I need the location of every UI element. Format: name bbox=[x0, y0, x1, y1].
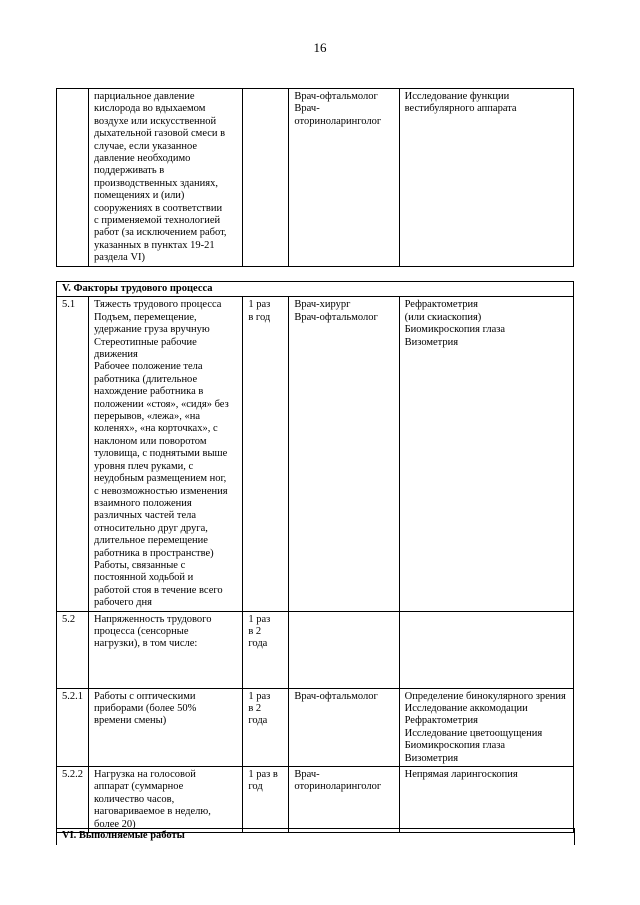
text-line: туловища, с поднятыми выше bbox=[94, 448, 228, 460]
text-line: Врач-офтальмолог bbox=[294, 311, 378, 323]
text-line: движения bbox=[94, 349, 138, 361]
text-line: Врач- bbox=[294, 103, 320, 115]
examination-cell bbox=[399, 611, 573, 688]
text-line: количество часов, bbox=[94, 793, 175, 805]
examination-cell bbox=[399, 767, 573, 833]
text-line: с невозможностью изменения bbox=[94, 485, 228, 497]
text-line: в 2 bbox=[248, 702, 262, 714]
text-line: работника в пространстве) bbox=[94, 547, 214, 559]
text-line: Исследование функции bbox=[404, 91, 510, 102]
table-row bbox=[57, 89, 574, 267]
text-line: приборами (более 50% bbox=[94, 702, 197, 714]
text-line: наговариваемое в неделю, bbox=[94, 806, 211, 818]
page-number: 16 bbox=[313, 40, 327, 55]
text-line: Врач-офтальмолог bbox=[294, 91, 378, 102]
factor-cell bbox=[89, 767, 243, 833]
factor-cell bbox=[89, 688, 243, 766]
doctor-cell bbox=[289, 767, 399, 833]
text-line: различных частей тела bbox=[94, 510, 197, 522]
examination-cell bbox=[399, 688, 573, 766]
text-line: рабочего дня bbox=[94, 597, 152, 609]
text-line: воздухе или искусственной bbox=[94, 115, 217, 127]
text-line: коленях», «на корточках», с bbox=[94, 423, 218, 435]
text-line: работ (за исключением работ, bbox=[94, 227, 227, 239]
text-line: оториноларинголог bbox=[294, 781, 382, 793]
text-line: положении «стоя», «сидя» без bbox=[94, 398, 229, 410]
row-number-cell: 5.2 bbox=[57, 611, 89, 688]
text-line: указанных в пунктах 19-21 bbox=[94, 239, 215, 251]
text-line: в год bbox=[248, 311, 271, 323]
text-line: раздела VI) bbox=[94, 252, 146, 264]
text-line: нахождение работника в bbox=[94, 386, 204, 398]
text-line: Биомикроскопия глаза bbox=[404, 740, 506, 752]
text-line: Врач-офтальмолог bbox=[294, 690, 378, 702]
text-line: Стереотипные рабочие bbox=[94, 336, 197, 348]
text-line: сооружениях в соответствии bbox=[94, 202, 223, 214]
text-line: Непрямая ларингоскопия bbox=[404, 769, 518, 780]
examination-cell bbox=[399, 297, 573, 611]
text-line: относительно друг друга, bbox=[94, 522, 208, 534]
continuation-table bbox=[56, 88, 574, 267]
text-line: работой стоя в течение всего bbox=[94, 584, 223, 596]
text-line: Врач-хирург bbox=[294, 299, 351, 311]
frequency-cell bbox=[243, 688, 289, 766]
text-line: производственных зданиях, bbox=[94, 177, 218, 189]
text-line: Рефрактометрия bbox=[404, 715, 478, 727]
text-line: кислорода во вдыхаемом bbox=[94, 103, 206, 115]
text-line: длительное перемещение bbox=[94, 535, 208, 547]
factor-cell bbox=[89, 89, 243, 267]
text-line: перерывов, «лежа», «на bbox=[94, 411, 200, 423]
text-line: Нагрузка на голосовой bbox=[94, 769, 196, 780]
section-5-title: V. Факторы трудового процесса bbox=[57, 282, 574, 297]
text-line: более 20) bbox=[94, 818, 136, 830]
frequency-cell bbox=[243, 767, 289, 833]
row-number-cell: 5.2.1 bbox=[57, 688, 89, 766]
factor-cell bbox=[89, 611, 243, 688]
text-line: год bbox=[248, 781, 263, 793]
text-line: Работы, связанные с bbox=[94, 559, 186, 571]
section-header-row bbox=[57, 829, 575, 846]
doctor-cell bbox=[289, 297, 399, 611]
doctor-cell bbox=[289, 688, 399, 766]
text-line: оториноларинголог bbox=[294, 115, 382, 127]
text-line: Определение бинокулярного зрения bbox=[404, 690, 566, 702]
text-line: вестибулярного аппарата bbox=[404, 103, 517, 115]
text-line: года bbox=[248, 715, 268, 727]
text-line: с применяемой технологией bbox=[94, 215, 221, 227]
text-line: года bbox=[248, 638, 268, 650]
text-line: работника (длительное bbox=[94, 373, 198, 385]
text-line: парциальное давление bbox=[94, 91, 195, 102]
text-line: Тяжесть трудового процесса bbox=[94, 299, 222, 311]
text-line: Рабочее положение тела bbox=[94, 361, 203, 373]
examination-cell bbox=[399, 89, 573, 267]
frequency-cell bbox=[243, 611, 289, 688]
text-line: постоянной ходьбой и bbox=[94, 572, 194, 584]
table-row bbox=[57, 767, 574, 833]
text-line: в 2 bbox=[248, 625, 262, 637]
text-line: 1 раз в bbox=[248, 769, 278, 780]
section-header-row bbox=[57, 282, 574, 297]
text-line: Исследование цветоощущения bbox=[404, 727, 543, 739]
doctor-cell bbox=[289, 89, 399, 267]
text-line: давление необходимо bbox=[94, 153, 191, 165]
row-number-cell: 5.1 bbox=[57, 297, 89, 611]
section-5-table bbox=[56, 281, 574, 833]
text-line: Подъем, перемещение, bbox=[94, 311, 197, 323]
text-line: помещениях и (или) bbox=[94, 190, 185, 202]
factor-cell bbox=[89, 297, 243, 611]
doctor-cell bbox=[289, 611, 399, 688]
text-line: удержание груза вручную bbox=[94, 324, 210, 336]
text-line: Врач- bbox=[294, 769, 320, 780]
text-line: Исследование аккомодации bbox=[404, 702, 528, 714]
section-6-table bbox=[56, 828, 575, 845]
table-row bbox=[57, 688, 574, 766]
text-line: (или скиаскопия) bbox=[404, 311, 482, 323]
text-line: времени смены) bbox=[94, 715, 167, 727]
text-line: наклоном или поворотом bbox=[94, 435, 207, 447]
text-line: Визометрия bbox=[404, 336, 459, 348]
text-line: уровня плеч руками, с bbox=[94, 460, 194, 472]
frequency-cell bbox=[243, 89, 289, 267]
text-line: процесса (сенсорные bbox=[94, 625, 189, 637]
text-line: дыхательной газовой смеси в bbox=[94, 128, 226, 140]
text-line: взаимного положения bbox=[94, 497, 192, 509]
frequency-cell bbox=[243, 297, 289, 611]
row-number-cell bbox=[57, 89, 89, 267]
text-line: нагрузки), в том числе: bbox=[94, 638, 198, 650]
text-line: 1 раз bbox=[248, 613, 271, 625]
table-row bbox=[57, 297, 574, 611]
text-line: неудобным размещением ног, bbox=[94, 473, 227, 485]
text-line: 1 раз bbox=[248, 690, 271, 702]
text-line: поддерживать в bbox=[94, 165, 165, 177]
text-line: аппарат (суммарное bbox=[94, 781, 184, 793]
section-6-title: VI. Выполняемые работы bbox=[57, 829, 575, 846]
table-row bbox=[57, 611, 574, 688]
text-line: случае, если указанное bbox=[94, 140, 198, 152]
text-line: Визометрия bbox=[404, 752, 459, 764]
row-number-cell: 5.2.2 bbox=[57, 767, 89, 833]
text-line: Биомикроскопия глаза bbox=[404, 324, 506, 336]
text-line: Напряженность трудового bbox=[94, 613, 212, 625]
text-line: Рефрактометрия bbox=[404, 299, 478, 311]
text-line: Работы с оптическими bbox=[94, 690, 196, 702]
text-line: 1 раз bbox=[248, 299, 271, 311]
